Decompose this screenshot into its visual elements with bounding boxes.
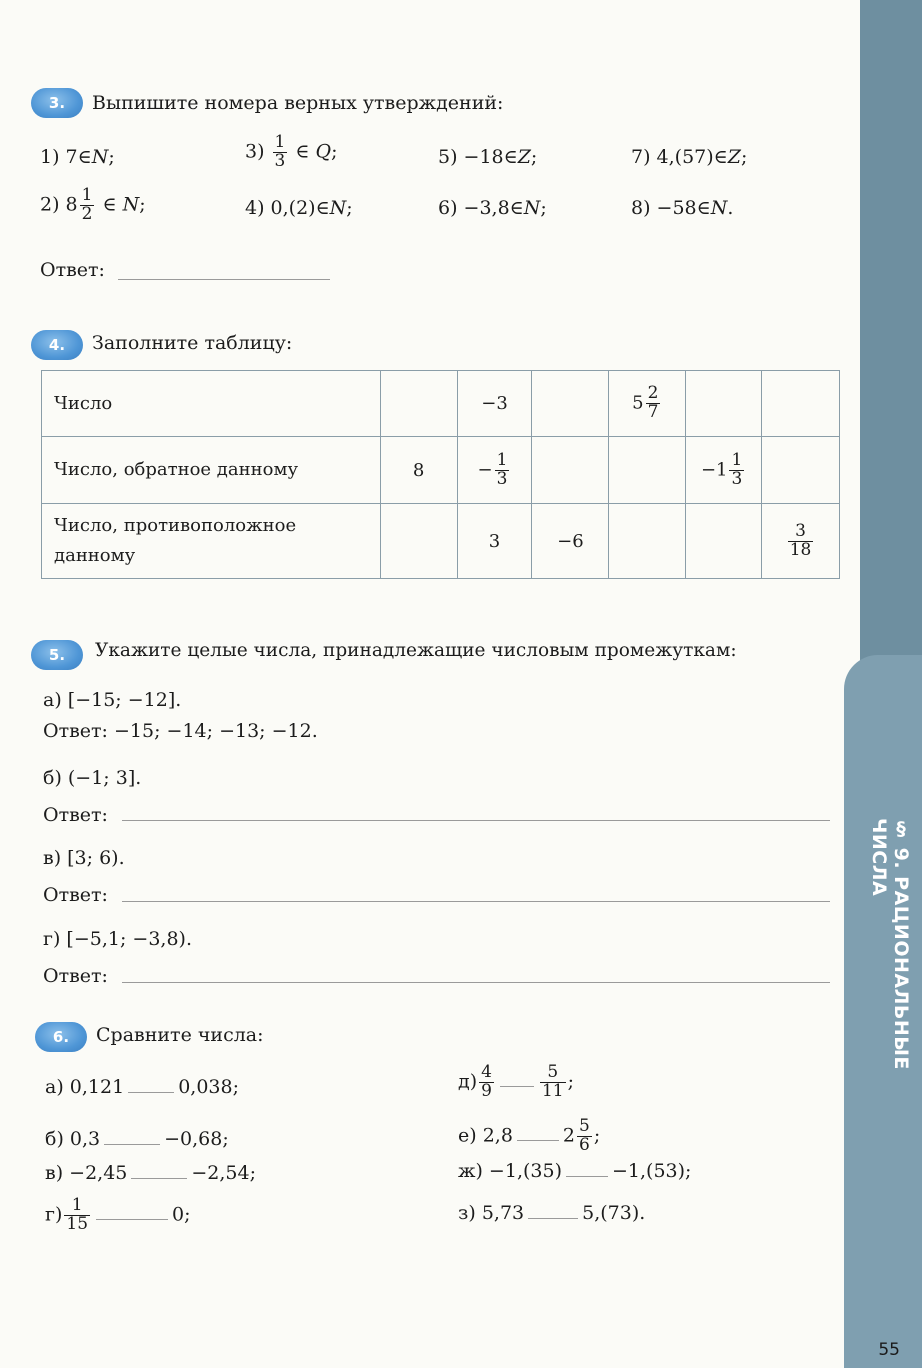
task-3-answer-line[interactable] bbox=[118, 279, 330, 280]
task-5d-interval: г) [−5,1; −3,8). bbox=[43, 928, 192, 950]
compare-blank[interactable] bbox=[528, 1203, 578, 1219]
task-6zh: ж) −1,(35) −1,(53); bbox=[458, 1160, 692, 1182]
task-3-item-6: 6) −3,8∈N; bbox=[438, 197, 547, 219]
fraction: $\frac{1}{3}$ bbox=[496, 449, 508, 489]
compare-blank[interactable] bbox=[96, 1204, 168, 1220]
task-5b-answer-line[interactable] bbox=[122, 820, 830, 821]
compare-blank[interactable] bbox=[566, 1161, 608, 1177]
task-3-item-7: 7) 4,(57)∈Z; bbox=[631, 146, 748, 168]
task-3-answer-label: Ответ: bbox=[40, 259, 105, 281]
table-cell: −1 $\frac{1}{3}$ bbox=[686, 437, 762, 504]
task-6d: д) $\frac{4}{9}$ $\frac{5}{11}$ ; bbox=[458, 1062, 574, 1101]
fraction: $\frac{1}{3}$ bbox=[731, 449, 743, 489]
table-cell: 8 bbox=[380, 437, 457, 504]
task-6e: е) 2,8 2 $\frac{5}{6}$ ; bbox=[458, 1116, 601, 1155]
table-cell[interactable] bbox=[686, 504, 762, 579]
task-5d-answer-label: Ответ: bbox=[43, 965, 108, 987]
task-3-title: Выпишите номера верных утверждений: bbox=[92, 92, 504, 114]
task-6-badge: 6. bbox=[35, 1022, 87, 1052]
table-cell[interactable] bbox=[609, 437, 686, 504]
task-3-item-4: 4) 0,(2)∈N; bbox=[245, 197, 353, 219]
table-cell: −6 bbox=[532, 504, 609, 579]
task-5-title: Укажите целые числа, принадлежащие числовым промежуткам: bbox=[95, 640, 737, 661]
task-5a-answer: Ответ: −15; −14; −13; −12. bbox=[43, 720, 318, 742]
task-6z: з) 5,73 5,(73). bbox=[458, 1202, 646, 1224]
fraction: $\frac{2}{7}$ bbox=[647, 383, 659, 422]
compare-blank[interactable] bbox=[517, 1125, 559, 1141]
row-label-reciprocal: Число, обратное данному bbox=[42, 437, 381, 504]
table-cell[interactable] bbox=[762, 371, 840, 437]
table-cell bbox=[762, 504, 840, 579]
task-3-item-3: 3) $\frac{1}{3}$ ∈ Q; bbox=[245, 132, 338, 171]
fraction: $\frac{4}{9}$ bbox=[481, 1062, 492, 1101]
task-3-item-2: 2) 8 $\frac{1}{2}$ ∈ N; bbox=[40, 185, 146, 224]
task-5c-answer-line[interactable] bbox=[122, 901, 830, 902]
task-3-item-5: 5) −18∈Z; bbox=[438, 146, 538, 168]
table-cell: −3 bbox=[457, 371, 532, 437]
task-5a-interval: а) [−15; −12]. bbox=[43, 689, 182, 711]
numbers-table bbox=[41, 370, 840, 579]
fraction: $\frac{5}{6}$ bbox=[579, 1116, 590, 1155]
row-label-number: Число bbox=[42, 371, 381, 437]
task-4-badge: 4. bbox=[31, 330, 83, 360]
table-row bbox=[42, 437, 840, 504]
table-cell[interactable] bbox=[380, 504, 457, 579]
task-4-title: Заполните таблицу: bbox=[92, 332, 293, 354]
table-cell[interactable] bbox=[532, 371, 609, 437]
table-cell[interactable] bbox=[380, 371, 457, 437]
compare-blank[interactable] bbox=[500, 1071, 534, 1087]
task-5d-answer-line[interactable] bbox=[122, 982, 830, 983]
task-6-title: Сравните числа: bbox=[96, 1024, 264, 1046]
task-3-item-8: 8) −58∈N. bbox=[631, 197, 734, 219]
task-5-badge: 5. bbox=[31, 640, 83, 670]
task-5b-interval: б) (−1; 3]. bbox=[43, 767, 142, 789]
task-6c: в) −2,45 −2,54; bbox=[45, 1162, 257, 1184]
section-title: § 9. РАЦИОНАЛЬНЫЕ ЧИСЛА bbox=[868, 818, 912, 1070]
table-cell[interactable] bbox=[762, 437, 840, 504]
fraction: $\frac{3}{18}$ bbox=[789, 520, 812, 560]
table-row bbox=[42, 504, 840, 579]
task-3-badge: 3. bbox=[31, 88, 83, 118]
fraction: $\frac{1}{2}$ bbox=[81, 185, 93, 224]
task-5c-interval: в) [3; 6). bbox=[43, 847, 125, 869]
table-cell: − $\frac{1}{3}$ bbox=[457, 437, 532, 504]
fraction: $\frac{5}{11}$ bbox=[541, 1062, 564, 1101]
compare-blank[interactable] bbox=[128, 1077, 174, 1093]
fraction: $\frac{1}{3}$ bbox=[274, 132, 286, 171]
table-cell: 5 $\frac{2}{7}$ bbox=[609, 371, 686, 437]
task-5c-answer-label: Ответ: bbox=[43, 884, 108, 906]
compare-blank[interactable] bbox=[131, 1163, 187, 1179]
table-cell: 3 bbox=[457, 504, 532, 579]
row-label-opposite: Число, противоположное данному bbox=[42, 504, 381, 579]
task-6g: г) $\frac{1}{15}$ 0; bbox=[45, 1195, 191, 1234]
table-cell[interactable] bbox=[609, 504, 686, 579]
compare-blank[interactable] bbox=[104, 1129, 160, 1145]
task-3-item-1: 1) 7∈N; bbox=[40, 146, 115, 168]
task-5b-answer-label: Ответ: bbox=[43, 804, 108, 826]
page-number: 55 bbox=[878, 1340, 900, 1360]
table-cell[interactable] bbox=[532, 437, 609, 504]
table-cell[interactable] bbox=[686, 371, 762, 437]
task-6a: а) 0,121 0,038; bbox=[45, 1076, 239, 1098]
task-6b: б) 0,3 −0,68; bbox=[45, 1128, 229, 1150]
fraction: $\frac{1}{15}$ bbox=[66, 1195, 89, 1234]
table-row bbox=[42, 371, 840, 437]
